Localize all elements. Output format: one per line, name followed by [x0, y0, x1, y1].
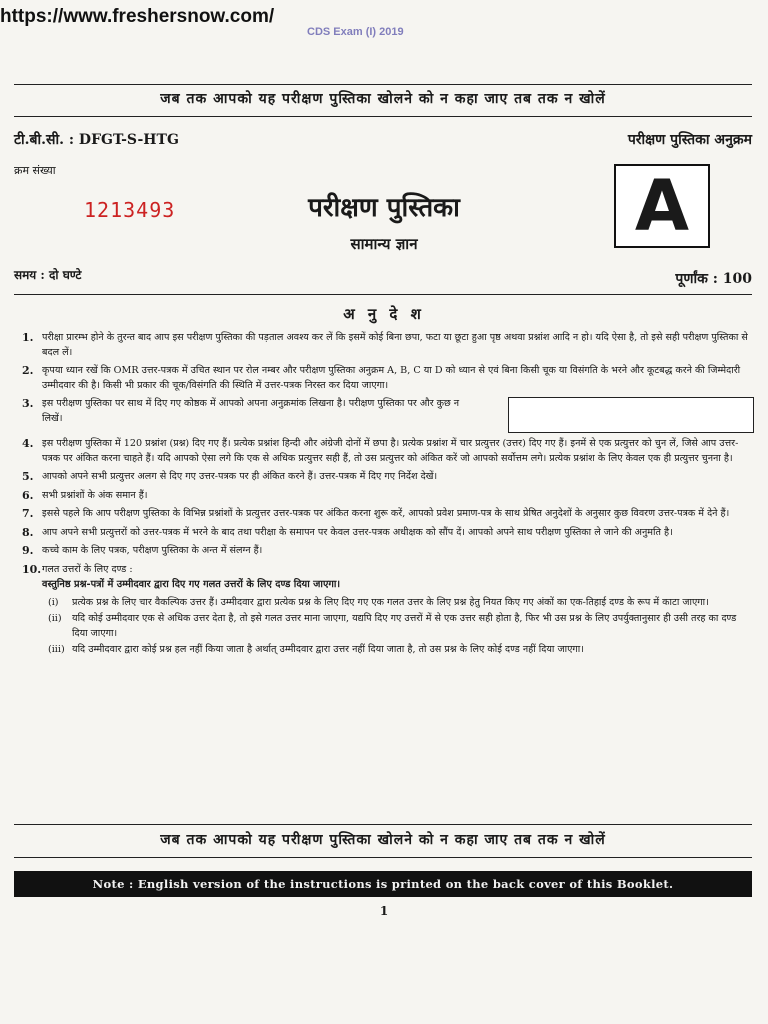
instruction-item	[22, 437, 754, 466]
source-url[interactable]: https://www.freshersnow.com/	[0, 6, 275, 27]
booklet-series-box	[614, 164, 710, 248]
top-warning: जब तक आपको यह परीक्षण पुस्तिका खोलने को न कहा जाए तब तक न खोलें	[160, 91, 606, 107]
instruction-item	[22, 397, 754, 433]
instruction-number: 1.	[22, 331, 34, 344]
booklet-title: परीक्षण पुस्तिका	[308, 193, 460, 223]
penalty-item	[48, 596, 754, 611]
penalty-intro: वस्तुनिष्ठ प्रश्न-पत्रों में उम्मीदवार द्वारा दिए गए गलत उत्तरों के लिए दण्ड दिया जाएगा।	[42, 579, 341, 590]
penalty-number: (i)	[48, 596, 59, 608]
instruction-item	[22, 489, 754, 504]
penalty-number: (iii)	[48, 644, 65, 655]
instruction-number: 8.	[22, 525, 34, 539]
exam-stamp: CDS Exam (I) 2019	[307, 26, 404, 38]
instructions-list	[22, 331, 754, 664]
penalty-heading: गलत उत्तरों के लिए दण्ड :	[42, 563, 133, 575]
booklet-subject: सामान्य ज्ञान	[350, 235, 418, 253]
penalty-item	[48, 612, 754, 641]
instruction-item	[22, 507, 754, 522]
instruction-item	[22, 364, 754, 393]
instruction-text: कृपया ध्यान रखें कि OMR उत्तर-पत्रक में उचित स्थान पर रोल नम्बर और परीक्षण पुस्तिका अनुक्रम A, B, C या D को ध्यान से एवं बिना किसी चूक या विसंगति के भरने और कूटबद्ध करने की जिम्मेदारी उम्मीदवार की है। किसी भी प्रकार की चूक/विसंगति की स्थिति में उत्तर-पत्रक निरस्त कर दिया जाएगा।	[42, 365, 741, 391]
instruction-number: 2.	[22, 364, 34, 377]
bottom-warning: जब तक आपको यह परीक्षण पुस्तिका खोलने को न कहा जाए तब तक न खोलें	[160, 832, 606, 848]
instruction-number: 5.	[22, 470, 34, 483]
instruction-number: 9.	[22, 544, 34, 557]
instruction-item	[22, 526, 754, 541]
instruction-item	[22, 563, 754, 660]
series-letter: A	[634, 165, 690, 247]
penalty-text: यदि कोई उम्मीदवार एक से अधिक उत्तर देता है, तो इसे गलत उत्तर माना जाएगा, यद्यपि दिए गए उत्तरों में से एक उत्तर सही होता है, फिर भी उस प्रश्न के लिए उपर्युक्तानुसार ही उसी तरह का दण्ड दिया जाएगा।	[72, 613, 737, 639]
instructions-heading: अ नु दे श	[343, 305, 425, 323]
penalty-text: प्रत्येक प्रश्न के लिए चार वैकल्पिक उत्तर हैं। उम्मीदवार द्वारा प्रत्येक प्रश्न के लिए दिए गए एक गलत उत्तर के लिए प्रश्न हेतु नियत किए गए अंकों का एक-तिहाई दण्ड के रूप में काटा जाएगा।	[72, 596, 709, 608]
instruction-number: 6.	[22, 488, 34, 502]
instruction-number: 10.	[22, 562, 42, 576]
penalty-text: यदि उम्मीदवार द्वारा कोई प्रश्न हल नहीं किया जाता है अर्थात् उम्मीदवार द्वारा उत्तर नहीं दिया जाता है, तो उस प्रश्न के लिए कोई दण्ड नहीं दिया जाएगा।	[72, 644, 584, 655]
exam-time: समय : दो घण्टे	[14, 268, 82, 282]
instruction-text: इस परीक्षण पुस्तिका में 120 प्रश्नांश (प्रश्न) दिए गए हैं। प्रत्येक प्रश्नांश हिन्दी और अंग्रेजी दोनों में छपा है। प्रत्येक प्रश्नांश में चार प्रत्युत्तर (उत्तर) दिए गए हैं। इनमें से एक प्रत्युत्तर को चुन लें, जिसे आप उत्तर-पत्रक पर अंकित करना चाहते हैं। यदि आपको ऐसा लगे कि एक से अधिक प्रत्युत्तर सही हैं, तो उस प्रत्युत्तर को अंकित करें जो आपको सर्वोत्तम लगे। प्रत्येक प्रश्नांश के लिए केवल एक ही प्रत्युत्तर चुनना है।	[42, 438, 739, 464]
tbc-code: टी.बी.सी. : DFGT-S-HTG	[14, 132, 179, 148]
instruction-text: कच्चे काम के लिए पत्रक, परीक्षण पुस्तिका के अन्त में संलग्न हैं।	[42, 545, 263, 556]
page-number: 1	[379, 904, 389, 918]
instruction-item	[22, 331, 754, 360]
penalty-number: (ii)	[48, 613, 62, 624]
booklet-series-label: परीक्षण पुस्तिका अनुक्रम	[627, 132, 752, 148]
english-note-bar: Note : English version of the instructions is printed on the back cover of this Booklet.	[14, 871, 752, 897]
penalty-item	[48, 643, 754, 658]
header-rule	[14, 294, 752, 295]
instruction-text: सभी प्रश्नांशों के अंक समान हैं।	[42, 489, 148, 501]
top-rule-lower	[14, 116, 752, 117]
bottom-rule	[14, 824, 752, 825]
instruction-text: आप अपने सभी प्रत्युत्तरों को उत्तर-पत्रक में भरने के बाद तथा परीक्षा के समापन पर केवल उत्तर-पत्रक अधीक्षक को सौंप दें। आपको अपने साथ परीक्षण पुस्तिका ले जाने की अनुमति है।	[42, 526, 673, 538]
instruction-number: 4.	[22, 437, 34, 450]
roll-number-box[interactable]	[508, 397, 754, 433]
serial-number-label: क्रम संख्या	[14, 164, 56, 177]
instruction-item	[22, 544, 754, 559]
instruction-text	[42, 563, 754, 660]
bottom-rule-lower	[14, 857, 752, 858]
instruction-text: इससे पहले कि आप परीक्षण पुस्तिका के विभिन्न प्रश्नांशों के प्रत्युत्तर उत्तर-पत्रक पर अंकित करना शुरू करें, आपको प्रवेश प्रमाण-पत्र के साथ प्रेषित अनुदेशों के अनुसार कुछ विवरण उत्तर-पत्रक में देने हैं।	[42, 508, 730, 519]
instruction-number: 3.	[22, 397, 34, 410]
instruction-text: परीक्षा प्रारम्भ होने के तुरन्त बाद आप इस परीक्षण पुस्तिका की पड़ताल अवश्य कर लें कि इसमें कोई बिना छपा, फटा या छूटा हुआ पृष्ठ अथवा प्रश्नांश आदि न हो। यदि ऐसा है, तो इसे सही परीक्षण पुस्तिका से बदल लें।	[42, 332, 748, 358]
instruction-item	[22, 470, 754, 485]
top-rule	[14, 84, 752, 85]
instruction-text: आपको अपने सभी प्रत्युत्तर अलग से दिए गए उत्तर-पत्रक पर ही अंकित करने हैं। उत्तर-पत्रक में दिए गए निर्देश देखें।	[42, 471, 438, 482]
serial-number: 1213493	[84, 198, 176, 222]
instruction-number: 7.	[22, 507, 34, 520]
full-marks: पूर्णांक : 100	[675, 271, 752, 287]
instruction-text: इस परीक्षण पुस्तिका पर साथ में दिए गए कोष्ठक में आपको अपना अनुक्रमांक लिखना है। परीक्षण पुस्तिका पर और कुछ न लिखें।	[42, 398, 460, 424]
